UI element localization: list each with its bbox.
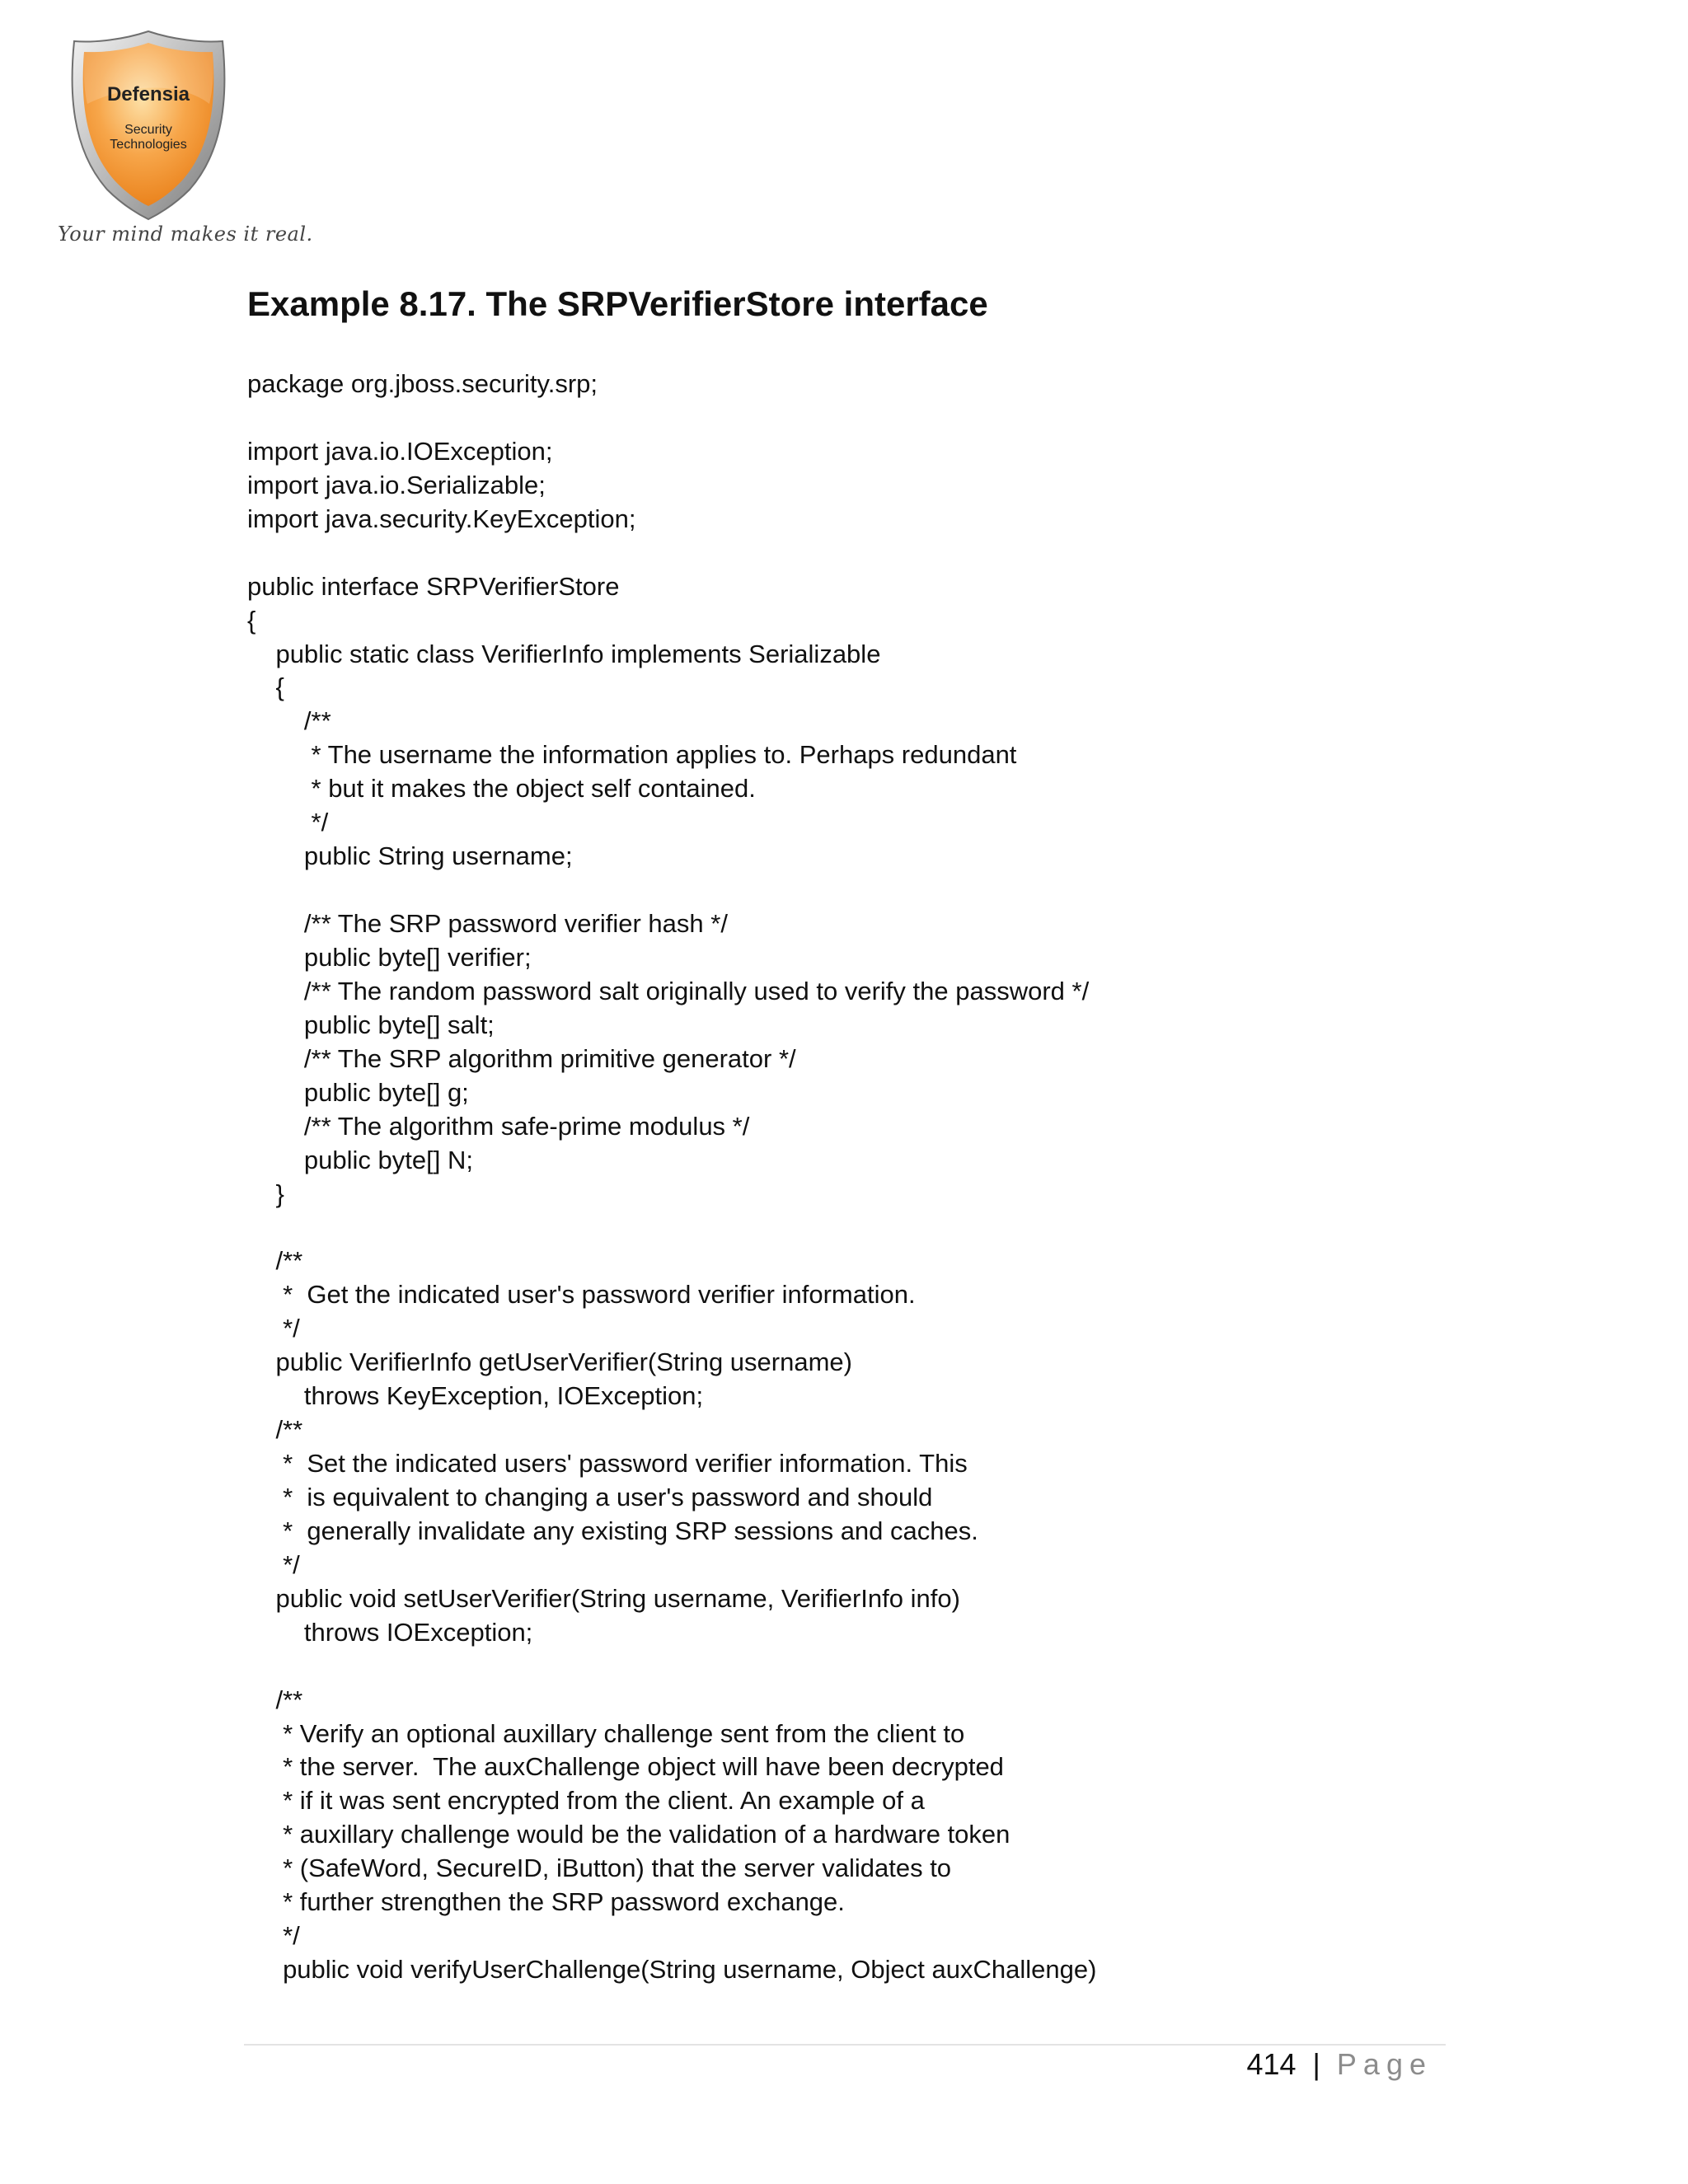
code-line: { — [247, 673, 284, 702]
code-listing — [247, 368, 1451, 1987]
code-line: */ — [247, 1549, 300, 1579]
logo-tagline: Your mind makes it real. — [58, 223, 313, 246]
code-line: { — [247, 605, 256, 635]
footer-divider — [244, 2044, 1446, 2046]
code-line — [247, 1650, 1451, 1684]
code-line — [247, 401, 1451, 435]
logo-line1: Security — [124, 123, 172, 137]
page-label: Page — [1336, 2047, 1432, 2081]
code-line: * if it was sent encrypted from the client. An example of a — [247, 1786, 925, 1816]
code-line — [247, 874, 1451, 907]
page-footer — [1246, 2047, 1432, 2082]
code-line — [247, 537, 1451, 570]
code-line: /** — [247, 1685, 303, 1714]
code-line: * is equivalent to changing a user's password and should — [247, 1482, 933, 1511]
code-line: * The username the information applies to. Perhaps redundant — [247, 740, 1017, 770]
code-line: import java.io.Serializable; — [247, 470, 546, 499]
code-line: /** The algorithm safe-prime modulus */ — [247, 1111, 750, 1141]
code-line: public void setUserVerifier(String username, VerifierInfo info) — [247, 1583, 960, 1613]
code-line: */ — [247, 1921, 300, 1951]
code-line: * auxillary challenge would be the validation of a hardware token — [247, 1820, 1010, 1849]
code-line: public byte[] salt; — [247, 1010, 495, 1039]
code-line: public byte[] N; — [247, 1145, 473, 1174]
code-line: * Get the indicated user's password verifier information. — [247, 1280, 916, 1310]
code-line: public byte[] verifier; — [247, 942, 532, 972]
code-line: * further strengthen the SRP password exchange. — [247, 1887, 845, 1917]
code-line: */ — [247, 1314, 300, 1343]
code-line: /** The SRP password verifier hash */ — [247, 909, 728, 938]
code-line: throws KeyException, IOException; — [247, 1381, 704, 1411]
page-separator: | — [1312, 2047, 1320, 2081]
code-line: public static class VerifierInfo implements Serializable — [247, 639, 881, 668]
code-line: /** — [247, 1415, 303, 1445]
code-line: */ — [247, 808, 329, 837]
logo-line2: Technologies — [110, 138, 187, 152]
logo-name: Defensia — [106, 83, 190, 105]
code-line: * generally invalidate any existing SRP sessions and caches. — [247, 1516, 978, 1545]
code-line: * but it makes the object self contained. — [247, 774, 756, 804]
code-line: public String username; — [247, 841, 573, 871]
code-line: * Set the indicated users' password verifier information. This — [247, 1449, 968, 1478]
code-line: * the server. The auxChallenge object will have been decrypted — [247, 1752, 1004, 1782]
code-line: throws IOException; — [247, 1617, 533, 1647]
code-line: import java.security.KeyException; — [247, 504, 636, 533]
code-line: /** — [247, 1246, 303, 1276]
code-line: import java.io.IOException; — [247, 436, 553, 466]
page-title: Example 8.17. The SRPVerifierStore interface — [247, 284, 988, 323]
page-number: 414 — [1246, 2047, 1296, 2081]
code-line: /** — [247, 706, 331, 736]
code-line: /** The SRP algorithm primitive generator */ — [247, 1043, 796, 1073]
code-line: } — [247, 1179, 284, 1208]
code-line: public VerifierInfo getUserVerifier(String username) — [247, 1347, 852, 1377]
code-line — [247, 1211, 1451, 1244]
code-line: public interface SRPVerifierStore — [247, 571, 620, 601]
code-line: /** The random password salt originally used to verify the password */ — [247, 976, 1090, 1005]
code-line: * Verify an optional auxillary challenge sent from the client to — [247, 1718, 965, 1748]
shield-emblem — [58, 25, 239, 223]
code-line: package org.jboss.security.srp; — [247, 369, 598, 398]
code-line: * (SafeWord, SecureID, iButton) that the server validates to — [247, 1854, 952, 1883]
code-line: public void verifyUserChallenge(String username, Object auxChallenge) — [247, 1955, 1097, 1985]
code-line: public byte[] g; — [247, 1077, 469, 1107]
